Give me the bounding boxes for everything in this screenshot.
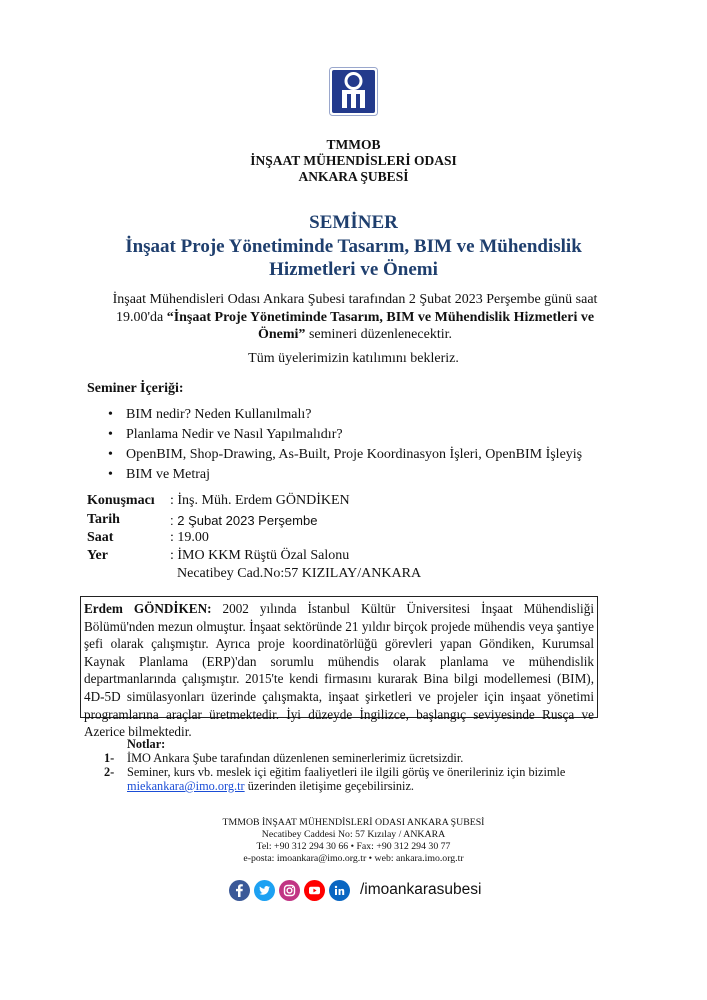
seminar-title-line-1: İnşaat Proje Yönetiminde Tasarım, BIM ve Mühendislik <box>125 236 582 257</box>
date-value: : 2 Şubat 2023 Perşembe <box>170 513 318 528</box>
place-label: Yer <box>87 548 108 563</box>
time-label: Saat <box>87 530 114 545</box>
address-value: Necatibey Cad.No:57 KIZILAY/ANKARA <box>177 566 422 581</box>
intro-paragraph <box>95 291 615 344</box>
seminar-title-line-2: Hizmetleri ve Önemi <box>269 259 438 280</box>
footer-line-1: TMMOB İNŞAAT MÜHENDİSLERİ ODASI ANKARA ŞUBESİ <box>222 817 485 828</box>
intro-text-2: semineri düzenlenecektir. <box>305 327 452 342</box>
note-2-contact <box>127 779 414 793</box>
list-item: • OpenBIM, Shop-Drawing, As-Built, Proje Koordinasyon İşleri, OpenBIM İşleyiş <box>108 445 582 465</box>
note-2-number: 2- <box>104 765 115 779</box>
invite-text: Tüm üyelerimizin katılımını bekleriz. <box>248 351 459 366</box>
footer-line-3: Tel: +90 312 294 30 66 • Fax: +90 312 294 30 77 <box>256 841 451 852</box>
org-line-3: ANKARA ŞUBESİ <box>298 169 409 184</box>
speaker-bio <box>80 596 598 740</box>
speaker-label: Konuşmacı <box>87 493 155 508</box>
bio-text: 2002 yılında İstanbul Kültür Üniversitesi İnşaat Mühendisliği Bölümü'nden mezun olmuştur. İnşaat sektöründe 21 yıldır birçok projede mühendis veya şantiye şefi olarak çalışmıştır. Ayrıca proje koordinatörlüğü görevleri yapan Göndiken, Kurumsal Kaynak Planlama (ERP)'dan sorumlu mühendis olarak planlama ve mühendislik departmanlarında çalışmıştır. 2015'te kendi firmasını kurarak Bina bilgi modellemesi (BIM), 4D-5D simülasyonları üzerinde çalışmakta, inşaat şirketleri ve projeler için inşaat yönetimi programlarına araçlar üretmektedir. İyi düzeyde İngilizce, başlangıç seviyesinde Rusça ve Azerice bilmektedir. <box>84 601 594 740</box>
note-1-text: İMO Ankara Şube tarafından düzenlenen seminerlerimiz ücretsizdir. <box>127 751 464 765</box>
facebook-icon[interactable] <box>229 880 250 901</box>
list-item: • BIM nedir? Neden Kullanılmalı? <box>108 405 582 425</box>
content-heading: Seminer İçeriği: <box>87 381 184 396</box>
seminar-kind: SEMİNER <box>309 212 398 233</box>
intro-text-1: İnşaat Mühendisleri Odası Ankara Şubesi tarafından 2 Şubat 2023 Perşembe günü saat 19.00'da <box>112 292 598 325</box>
youtube-icon[interactable] <box>304 880 325 901</box>
list-item: • Planlama Nedir ve Nasıl Yapılmalıdır? <box>108 425 582 445</box>
instagram-icon[interactable] <box>279 880 300 901</box>
place-value: : İMO KKM Rüştü Özal Salonu <box>170 548 350 563</box>
bio-name: Erdem GÖNDİKEN: <box>84 601 212 616</box>
list-item: • BIM ve Metraj <box>108 465 582 485</box>
footer-line-2: Necatibey Caddesi No: 57 Kızılay / ANKARA <box>261 829 446 840</box>
footer-line-4: e-posta: imoankara@imo.org.tr • web: ankara.imo.org.tr <box>243 853 464 864</box>
social-links <box>229 878 481 902</box>
imo-logo <box>329 67 378 116</box>
note-1-number: 1- <box>104 751 115 765</box>
contact-email-link[interactable]: miekankara@imo.org.tr <box>127 779 245 793</box>
date-label: Tarih <box>87 512 120 527</box>
speaker-value: : İnş. Müh. Erdem GÖNDİKEN <box>170 493 350 508</box>
time-value: : 19.00 <box>170 530 209 545</box>
intro-seminar-title: “İnşaat Proje Yönetiminde Tasarım, BIM ve Mühendislik Hizmetleri ve Önemi” <box>166 309 595 342</box>
note-2-tail: üzerinden iletişime geçebilirsiniz. <box>244 779 415 793</box>
note-2-text: Seminer, kurs vb. meslek içi eğitim faaliyetleri ile ilgili görüş ve önerileriniz için bizimle <box>127 765 566 779</box>
twitter-icon[interactable] <box>254 880 275 901</box>
linkedin-icon[interactable] <box>329 880 350 901</box>
content-list <box>108 405 582 485</box>
social-handle[interactable]: /imoankarasubesi <box>360 881 482 898</box>
notes-heading: Notlar: <box>127 737 166 751</box>
org-line-2: İNŞAAT MÜHENDİSLERİ ODASI <box>250 153 457 168</box>
org-line-1: TMMOB <box>326 137 381 152</box>
